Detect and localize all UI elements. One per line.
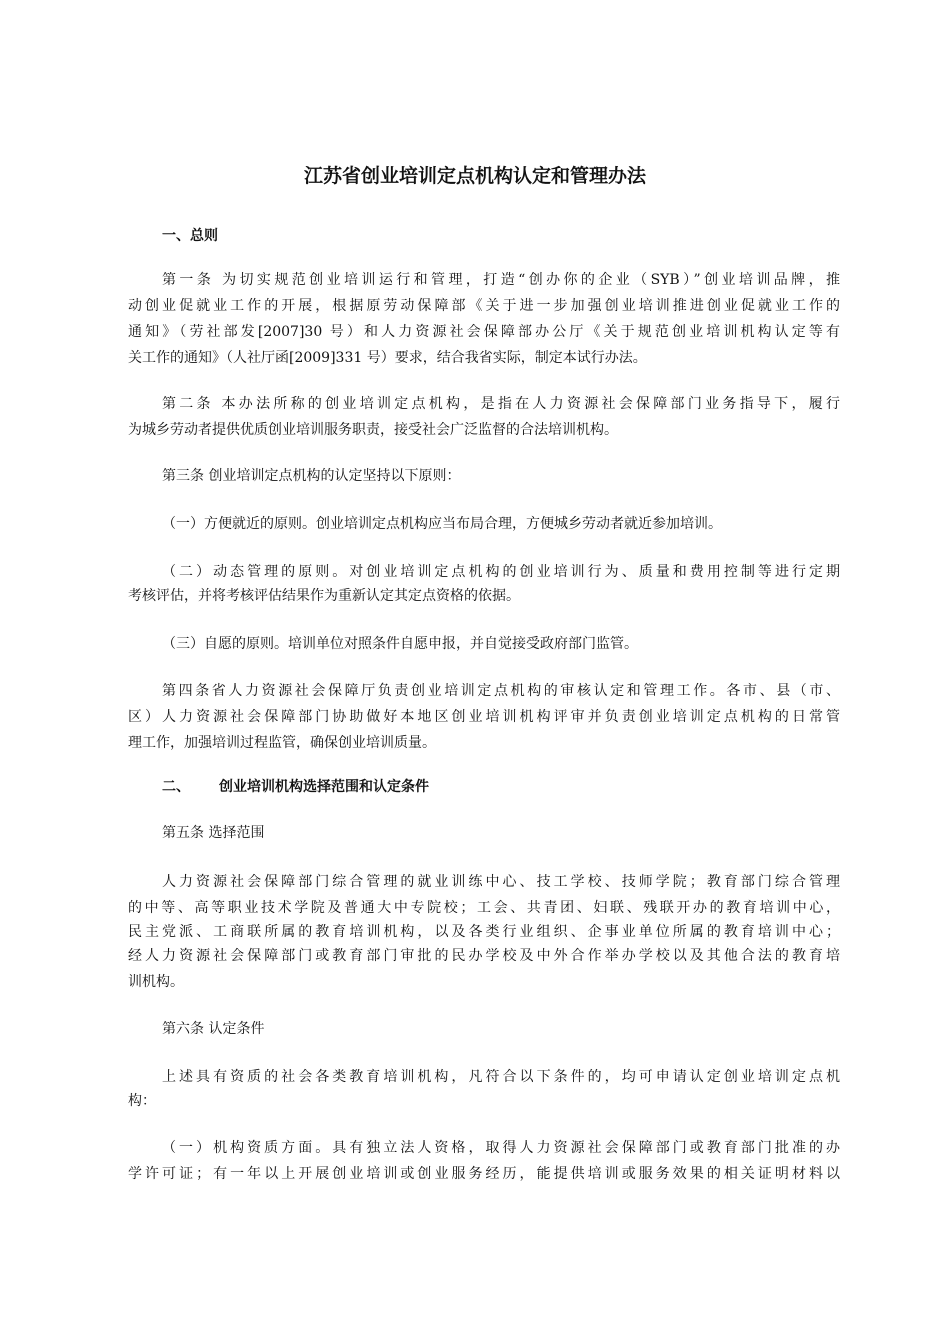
article-5-heading: 第五条 选择范围 (162, 825, 265, 841)
section-2-title: 创业培训机构选择范围和认定条件 (219, 779, 429, 795)
section-heading-scope (162, 776, 429, 798)
article-3-principle-3: （三）自愿的原则。培训单位对照条件自愿申报，并自觉接受政府部门监管。 (162, 636, 638, 652)
article-6-heading: 第六条 认定条件 (162, 1021, 265, 1037)
article-5-body-line-2: 的中等、高等职业技术学院及普通大中专院校；工会、共青团、妇联、残联开办的教育培训中心， (128, 900, 840, 916)
article-6-item-1-line-1: （一）机构资质方面。具有独立法人资格，取得人力资源社会保障部门或教育部门批准的办 (162, 1140, 840, 1156)
article-6-body-line-1: 上述具有资质的社会各类教育培训机构，凡符合以下条件的，均可申请认定创业培训定点机 (162, 1069, 840, 1085)
article-5-body-line-3: 民主党派、工商联所属的教育培训机构，以及各类行业组织、企事业单位所属的教育培训中心； (128, 924, 840, 940)
article-3-line-1: 第三条 创业培训定点机构的认定坚持以下原则： (162, 468, 461, 484)
article-1-line-1: 第一条 为切实规范创业培训运行和管理，打造“创办你的企业（SYB）”创业培训品牌，推 (162, 272, 840, 288)
article-3-principle-2-line-2: 考核评估，并将考核评估结果作为重新认定其定点资格的依据。 (128, 588, 520, 604)
article-4-line-3: 理工作，加强培训过程监管，确保创业培训质量。 (128, 735, 436, 751)
article-6-item-1-line-2: 学许可证；有一年以上开展创业培训或创业服务经历，能提供培训或服务效果的相关证明材料以 (128, 1166, 840, 1182)
article-4-line-1: 第四条省人力资源社会保障厅负责创业培训定点机构的审核认定和管理工作。各市、县（市、 (162, 683, 840, 699)
document-title: 江苏省创业培训定点机构认定和管理办法 (303, 165, 646, 187)
article-5-body-line-1: 人力资源社会保障部门综合管理的就业训练中心、技工学校、技师学院；教育部门综合管理 (162, 874, 840, 890)
article-1-line-3: 通知》（劳社部发[2007]30 号）和人力资源社会保障部办公厅《关于规范创业培训机构认定等有 (128, 324, 840, 340)
section-heading-general: 一、总则 (162, 228, 218, 244)
article-6-body-line-2: 构： (128, 1093, 156, 1109)
article-2-line-2: 为城乡劳动者提供优质创业培训服务职责，接受社会广泛监督的合法培训机构。 (128, 422, 618, 438)
article-5-body-line-4: 经人力资源社会保障部门或教育部门审批的民办学校及中外合作举办学校以及其他合法的教育培 (128, 948, 840, 964)
article-3-principle-1: （一）方便就近的原则。创业培训定点机构应当布局合理，方便城乡劳动者就近参加培训。 (162, 516, 722, 532)
article-5-body-line-5: 训机构。 (128, 974, 184, 990)
article-4-line-2: 区）人力资源社会保障部门协助做好本地区创业培训机构评审并负责创业培训定点机构的日常管 (128, 709, 840, 725)
article-3-principle-2-line-1: （二）动态管理的原则。对创业培训定点机构的创业培训行为、质量和费用控制等进行定期 (162, 564, 840, 580)
article-1-line-2: 动创业促就业工作的开展，根据原劳动保障部《关于进一步加强创业培训推进创业促就业工作的 (128, 298, 840, 314)
article-1-line-4: 关工作的通知》（人社厅函[2009]331 号）要求，结合我省实际，制定本试行办法。 (128, 350, 647, 366)
article-2-line-1: 第二条 本办法所称的创业培训定点机构，是指在人力资源社会保障部门业务指导下，履行 (162, 396, 840, 412)
section-2-number: 二、 (162, 779, 190, 795)
